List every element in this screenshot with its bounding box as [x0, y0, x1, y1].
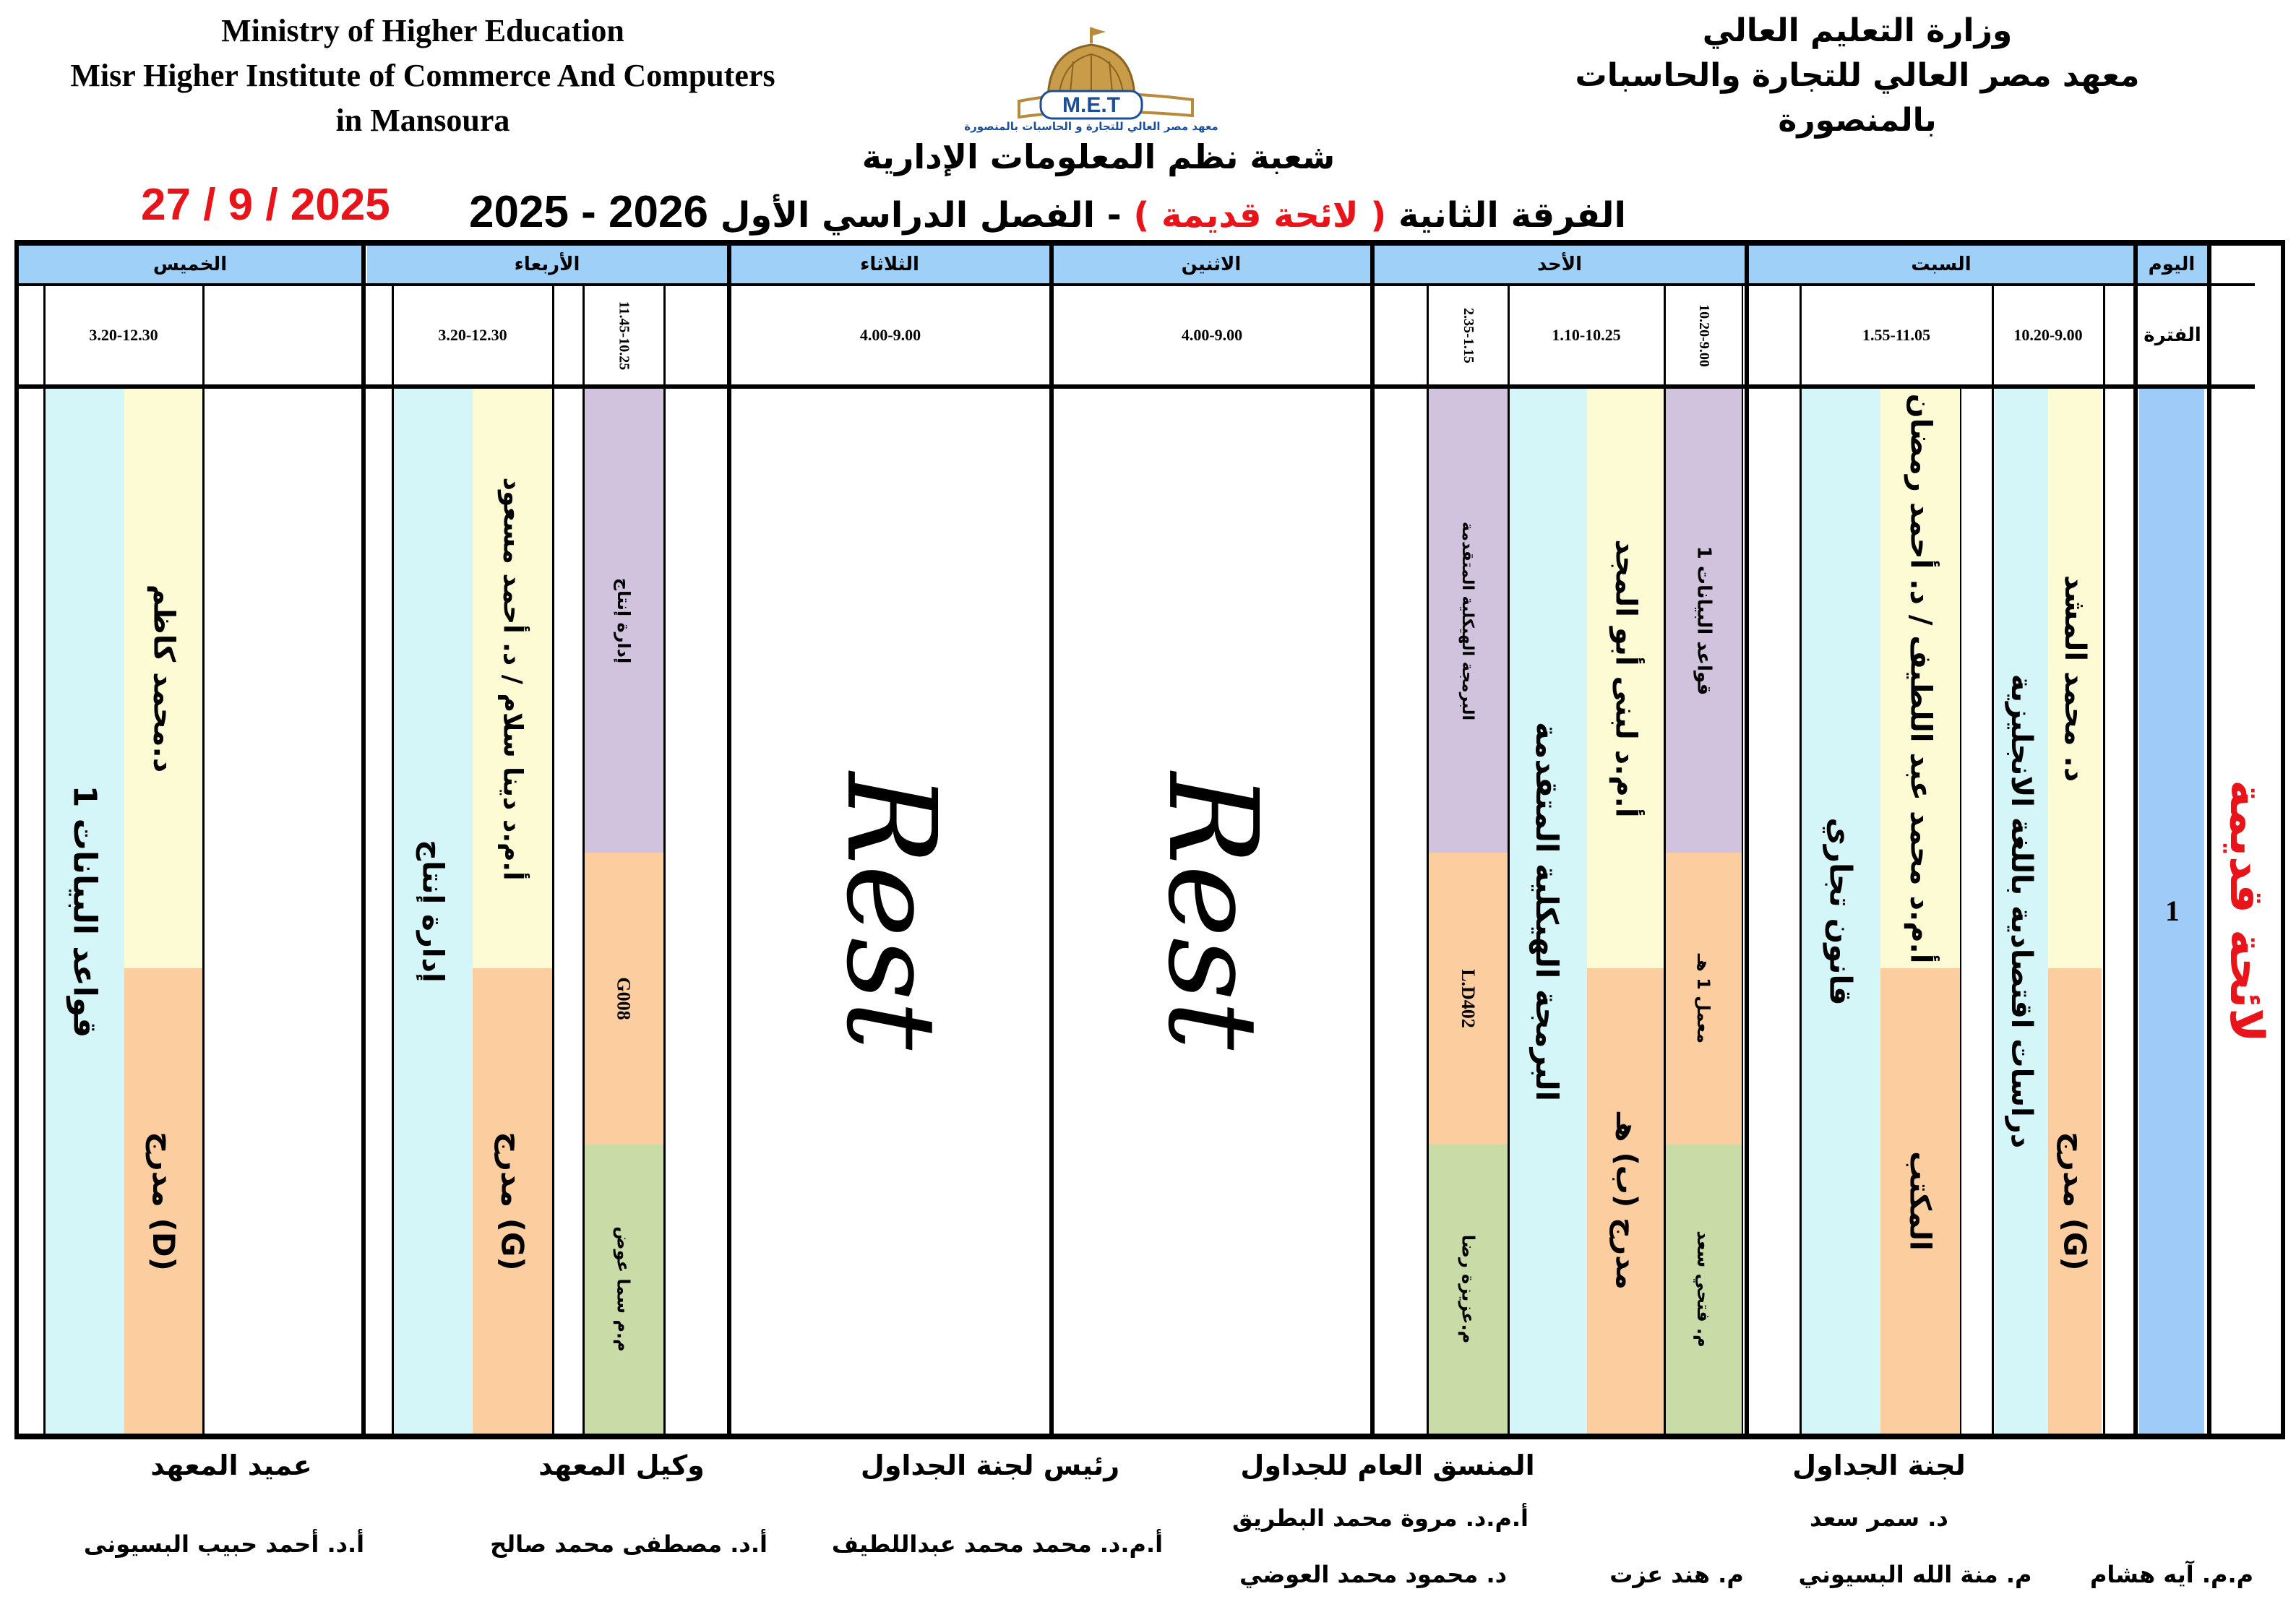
tuesday-rest-text: Rest — [818, 772, 962, 1051]
row-number: 1 — [2165, 894, 2180, 927]
sep-sat-sun — [1745, 240, 1749, 1439]
time-monday: 4.00-9.00 — [1181, 326, 1243, 344]
day-header-saturday: السبت — [1749, 246, 2133, 283]
header-ar-line3: بالمنصورة — [1778, 102, 1937, 139]
sun-struct-instructor-text: أ.م.د لبنى أبو المجد — [1609, 539, 1643, 818]
grid-left-border — [14, 240, 19, 1439]
sat-law-instructor — [1880, 389, 1960, 968]
sun-line-a — [1742, 286, 1743, 1434]
monday-rest — [1054, 389, 1370, 1434]
thu-db-room-text: مدرج (D) — [145, 1131, 181, 1271]
time-sun-2: 1.10-10.25 — [1552, 326, 1621, 344]
logo-caption: معهد مصر العالي للتجارة و الحاسبات بالمنصورة — [964, 120, 1218, 133]
footer-dean-title: عميد المعهد — [150, 1449, 312, 1481]
day-header-thursday: الخميس — [19, 246, 361, 283]
grid-bottom-border — [14, 1434, 2285, 1439]
side-regulation-label — [2211, 389, 2281, 1434]
time-sun-3-text: 2.35-1.15 — [1460, 307, 1476, 363]
wed-prod-room — [473, 968, 552, 1434]
wed-prod-instructor-text: أ.م.د دينا سلام / د. أحمد مسعود — [497, 477, 528, 880]
sun-db-lab-course — [1665, 389, 1742, 853]
sun-struct-instructor — [1587, 389, 1665, 968]
footer-vice-name: أ.د. مصطفى محمد صالح — [490, 1530, 768, 1558]
semester-regulation: ( لائحة قديمة ) — [1133, 195, 1387, 236]
sat-law-room — [1880, 968, 1960, 1434]
sat-econ-room-text: مدرج (G) — [2057, 1131, 2093, 1271]
thu-db-room — [124, 968, 202, 1434]
day-header-tuesday: الثلاثاء — [730, 246, 1049, 283]
sun-struct-room — [1587, 968, 1665, 1434]
sun-db-lab-assistant-text: م. فتحي سعد — [1693, 1231, 1714, 1348]
footer-coordinator-name1: أ.م.د. مروة محمد البطريق — [1231, 1504, 1529, 1532]
footer-committee-name3: م.م. آيه هشام — [2089, 1561, 2254, 1588]
sun-db-lab-room — [1665, 853, 1742, 1145]
grid-right-border — [2281, 240, 2285, 1439]
header-ar-line1: وزارة التعليم العالي — [1702, 12, 2013, 49]
footer-committee-name2: م. منة الله البسيوني — [1798, 1561, 2032, 1588]
sep-wed-thu — [361, 240, 366, 1439]
wed-prod-sec-course — [584, 389, 663, 853]
time-wed-1 — [584, 286, 663, 384]
sat-law-instructor-text: أ.م.د محمد عبد اللطيف / د. أحمد رمضان — [1904, 393, 1938, 964]
semester-term: - الفصل الدراسي الأول — [720, 195, 1122, 236]
sat-law-course-text: قانون تجاري — [1823, 817, 1859, 1006]
time-wed-2: 3.20-12.30 — [438, 326, 507, 344]
footer-vice-title: وكيل المعهد — [538, 1449, 705, 1481]
wed-prod-sec-assistant-text: م.م سما عوض — [614, 1226, 634, 1352]
sat-line-a — [2103, 286, 2105, 1434]
wed-prod-sec-room — [584, 853, 663, 1145]
footer-committee-name1: د. سمر سعد — [1810, 1504, 1948, 1532]
sun-struct-lab-room-text: L.D402 — [1458, 969, 1479, 1028]
semester-line — [469, 186, 1626, 238]
footer-committee-title: لجنة الجداول — [1792, 1449, 1966, 1481]
header-ar-block — [1539, 9, 2175, 143]
thu-db-instructor — [124, 389, 202, 968]
sat-econ-instructor-text: د. محمد المشد — [2058, 574, 2092, 783]
footer-coordinator-name2: د. محمود محمد العوضي — [1239, 1561, 1508, 1588]
sat-econ-instructor — [2048, 389, 2102, 968]
footer-committee-name4: م. هند عزت — [1609, 1561, 1744, 1588]
header-en-line1: Ministry of Higher Education — [221, 13, 624, 48]
wed-prod-sec-assistant — [584, 1145, 663, 1434]
wed-prod-room-text: مدرج (G) — [494, 1131, 530, 1271]
period-label: الفترة — [2144, 324, 2201, 346]
sun-struct-lab-course — [1428, 389, 1508, 853]
header-ar-line2: معهد مصر العالي للتجارة والحاسبات — [1575, 57, 2140, 94]
day-header-wednesday: الأربعاء — [367, 246, 727, 283]
grid-top-border — [14, 240, 2285, 246]
sun-struct-lab-assistant-text: م.عزيزة رضا — [1458, 1234, 1479, 1344]
logo-text: M.E.T — [1062, 93, 1120, 117]
sep-sun-mon — [1370, 240, 1375, 1439]
sun-struct-lab-assistant — [1428, 1145, 1508, 1434]
sat-econ-course — [1995, 389, 2048, 1434]
time-tuesday: 4.00-9.00 — [859, 326, 921, 344]
sep-day-col — [2133, 240, 2138, 1439]
sat-econ-room — [2048, 968, 2102, 1434]
wed-line-c — [552, 286, 554, 1434]
sun-db-lab-room-text: معمل 1 هـ — [1693, 953, 1714, 1044]
time-sat-1: 10.20-9.00 — [2013, 326, 2083, 344]
department-title: شعبة نظم المعلومات الإدارية — [861, 137, 1336, 176]
sun-db-lab-course-text: قواعد البيانات 1 — [1693, 546, 1714, 696]
header-en-line3: in Mansoura — [335, 103, 510, 138]
wed-prod-sec-course-text: إدارة إنتاج — [614, 577, 635, 664]
day-header-sunday: الأحد — [1373, 246, 1746, 283]
wed-prod-course-text: إدارة إنتاج — [416, 840, 450, 983]
sat-line-b — [1992, 286, 1994, 1434]
time-wed-1-text: 11.45-10.25 — [616, 301, 632, 370]
time-sun-3 — [1428, 286, 1508, 384]
semester-class: الفرقة الثانية — [1398, 195, 1626, 236]
footer-head-name: أ.م.د. محمد محمد عبداللطيف — [831, 1530, 1164, 1558]
header-en-line2: Misr Higher Institute of Commerce And Computers — [70, 58, 775, 93]
time-thursday: 3.20-12.30 — [89, 326, 158, 344]
monday-rest-text: Rest — [1140, 772, 1284, 1051]
schedule-date: 27 / 9 / 2025 — [141, 180, 390, 230]
day-header-monday: الاثنين — [1052, 246, 1370, 283]
thu-db-instructor-text: د.محمد كاظم — [147, 584, 180, 773]
tuesday-rest — [731, 389, 1049, 1434]
sun-struct-lab-course-text: البرمجة الهيكلية المتقدمة — [1458, 521, 1477, 720]
footer-coordinator-title: المنسق العام للجداول — [1240, 1449, 1535, 1481]
sun-struct-course — [1508, 389, 1587, 1434]
thu-db-course-text: قواعد البيانات 1 — [66, 785, 103, 1038]
sun-db-lab-assistant — [1665, 1145, 1742, 1434]
sun-struct-course-text: البرمجة الهيكلية المتقدمة — [1529, 721, 1565, 1101]
wed-line-a — [663, 286, 666, 1434]
header-en-block — [43, 9, 802, 143]
footer-head-title: رئيس لجنة الجداول — [860, 1449, 1120, 1481]
sat-law-course — [1801, 389, 1880, 1434]
sat-econ-course-text: دراسات اقتصادية باللغة الانجليزية — [2005, 673, 2039, 1149]
sun-struct-lab-room — [1428, 853, 1508, 1145]
sat-law-room-text: المكتب — [1904, 1151, 1938, 1251]
wed-prod-course — [393, 389, 473, 1434]
thu-line-a — [202, 286, 205, 1434]
wed-prod-instructor — [473, 389, 552, 968]
wed-prod-sec-room-text: G008 — [613, 977, 635, 1020]
footer-dean-name: أ.د. أحمد حبيب البسيونى — [83, 1530, 365, 1558]
side-regulation-text: لائحة قديمة — [2219, 780, 2273, 1043]
semester-years: 2025 - 2026 — [469, 187, 708, 237]
time-sun-1 — [1665, 286, 1742, 384]
thu-db-course — [45, 389, 124, 1434]
time-sat-2: 1.55-11.05 — [1862, 326, 1931, 344]
sun-struct-room-text: مدرج (ب) هـ — [1609, 1112, 1643, 1290]
institute-logo — [940, 22, 1243, 137]
day-label: اليوم — [2136, 246, 2207, 283]
sat-line-c — [1960, 389, 1961, 1434]
time-sun-1-text: 10.20-9.00 — [1695, 303, 1712, 367]
